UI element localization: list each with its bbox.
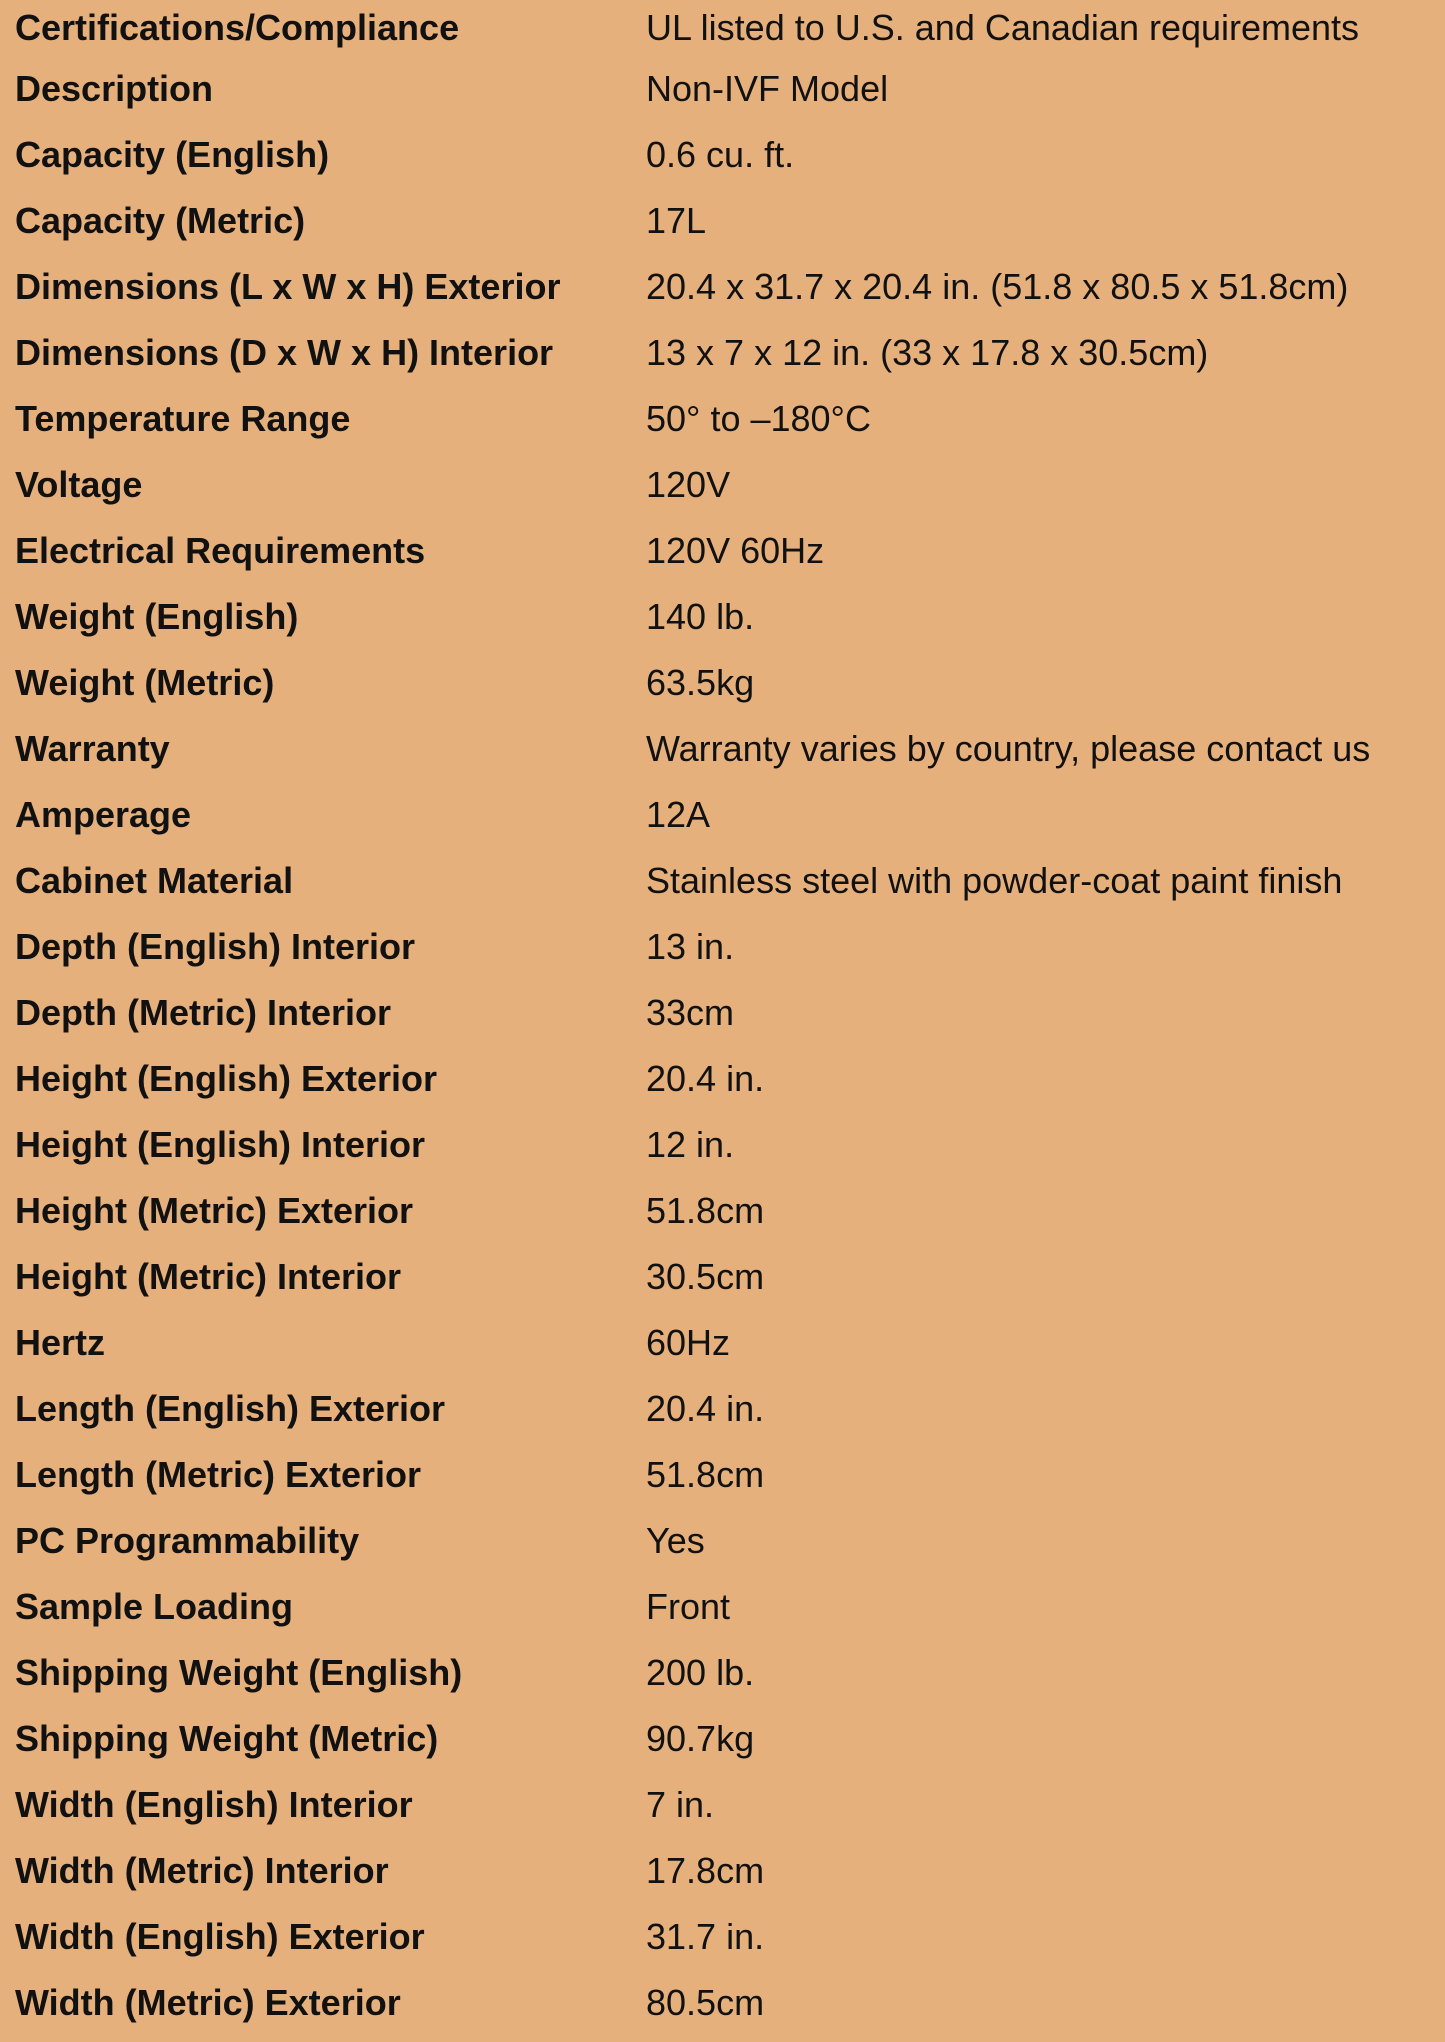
spec-value: 50° to –180°C bbox=[646, 398, 871, 439]
spec-label: Width (Metric) Exterior bbox=[15, 1982, 401, 2023]
spec-row bbox=[0, 1046, 1445, 1112]
spec-row bbox=[0, 1574, 1445, 1640]
spec-row bbox=[0, 122, 1445, 188]
spec-label: Weight (Metric) bbox=[15, 662, 275, 703]
spec-value: 17.8cm bbox=[646, 1850, 765, 1891]
spec-row bbox=[0, 848, 1445, 914]
spec-value: 63.5kg bbox=[646, 662, 755, 703]
spec-row bbox=[0, 716, 1445, 782]
spec-label: Depth (Metric) Interior bbox=[15, 992, 392, 1033]
spec-value: Stainless steel with powder-coat paint finish bbox=[646, 860, 1343, 901]
spec-row bbox=[0, 254, 1445, 320]
spec-value: 17L bbox=[646, 200, 707, 241]
spec-label: Width (Metric) Interior bbox=[15, 1850, 389, 1891]
spec-value: 120V 60Hz bbox=[646, 530, 825, 571]
spec-value: 51.8cm bbox=[646, 1454, 765, 1495]
spec-label: Length (Metric) Exterior bbox=[15, 1454, 422, 1495]
spec-row bbox=[0, 914, 1445, 980]
spec-label: Capacity (English) bbox=[15, 134, 330, 175]
spec-label: Height (English) Exterior bbox=[15, 1058, 438, 1099]
spec-value: 12A bbox=[646, 794, 711, 835]
spec-row bbox=[0, 782, 1445, 848]
spec-value: 7 in. bbox=[646, 1784, 715, 1825]
spec-row bbox=[0, 1838, 1445, 1904]
spec-row bbox=[0, 1508, 1445, 1574]
spec-label: Height (Metric) Interior bbox=[15, 1256, 402, 1297]
spec-value: 200 lb. bbox=[646, 1652, 755, 1693]
spec-label: Depth (English) Interior bbox=[15, 926, 415, 967]
spec-label: Certifications/Compliance bbox=[15, 7, 460, 48]
spec-row bbox=[0, 188, 1445, 254]
spec-label: Dimensions (L x W x H) Exterior bbox=[15, 266, 561, 307]
spec-value: 20.4 in. bbox=[646, 1058, 765, 1099]
spec-row bbox=[0, 1178, 1445, 1244]
spec-value: Non-IVF Model bbox=[646, 68, 889, 109]
spec-label: Warranty bbox=[15, 728, 170, 769]
spec-value: 31.7 in. bbox=[646, 1916, 765, 1957]
spec-row bbox=[0, 584, 1445, 650]
spec-value: 140 lb. bbox=[646, 596, 755, 637]
spec-value: 0.6 cu. ft. bbox=[646, 134, 795, 175]
spec-row bbox=[0, 1244, 1445, 1310]
spec-value: Warranty varies by country, please contact us bbox=[646, 728, 1371, 769]
spec-row bbox=[0, 452, 1445, 518]
spec-label: Description bbox=[15, 68, 214, 109]
spec-label: Cabinet Material bbox=[15, 860, 294, 901]
spec-row bbox=[0, 1706, 1445, 1772]
spec-value: 90.7kg bbox=[646, 1718, 755, 1759]
spec-row bbox=[0, 1970, 1445, 2036]
spec-row bbox=[0, 1310, 1445, 1376]
spec-value: 13 in. bbox=[646, 926, 735, 967]
spec-label: Length (English) Exterior bbox=[15, 1388, 446, 1429]
spec-label: Dimensions (D x W x H) Interior bbox=[15, 332, 554, 373]
spec-value: 80.5cm bbox=[646, 1982, 765, 2023]
spec-label: Amperage bbox=[15, 794, 192, 835]
spec-label: Width (English) Interior bbox=[15, 1784, 413, 1825]
spec-label: Weight (English) bbox=[15, 596, 299, 637]
spec-label: Hertz bbox=[15, 1322, 106, 1363]
spec-label: Shipping Weight (English) bbox=[15, 1652, 463, 1693]
spec-row bbox=[0, 650, 1445, 716]
spec-row bbox=[0, 56, 1445, 122]
spec-row bbox=[0, 386, 1445, 452]
spec-value: Front bbox=[646, 1586, 731, 1627]
spec-label: Shipping Weight (Metric) bbox=[15, 1718, 439, 1759]
spec-label: Height (English) Interior bbox=[15, 1124, 425, 1165]
spec-label: PC Programmability bbox=[15, 1520, 360, 1561]
spec-row bbox=[0, 980, 1445, 1046]
spec-label: Height (Metric) Exterior bbox=[15, 1190, 414, 1231]
spec-row bbox=[0, 1376, 1445, 1442]
spec-row bbox=[0, 1442, 1445, 1508]
spec-row bbox=[0, 0, 1445, 56]
spec-row bbox=[0, 1772, 1445, 1838]
spec-label: Sample Loading bbox=[15, 1586, 294, 1627]
spec-value: 51.8cm bbox=[646, 1190, 765, 1231]
spec-row bbox=[0, 1640, 1445, 1706]
spec-value: 20.4 in. bbox=[646, 1388, 765, 1429]
spec-value: 33cm bbox=[646, 992, 735, 1033]
spec-label: Electrical Requirements bbox=[15, 530, 426, 571]
spec-label: Voltage bbox=[15, 464, 143, 505]
spec-row bbox=[0, 320, 1445, 386]
spec-row bbox=[0, 518, 1445, 584]
spec-label: Temperature Range bbox=[15, 398, 351, 439]
spec-value: 12 in. bbox=[646, 1124, 735, 1165]
spec-row bbox=[0, 1112, 1445, 1178]
spec-value: 30.5cm bbox=[646, 1256, 765, 1297]
spec-label: Capacity (Metric) bbox=[15, 200, 306, 241]
spec-value: UL listed to U.S. and Canadian requirements bbox=[646, 7, 1360, 48]
spec-value: 60Hz bbox=[646, 1322, 731, 1363]
spec-value: Yes bbox=[646, 1520, 705, 1561]
spec-value: 20.4 x 31.7 x 20.4 in. (51.8 x 80.5 x 51.8cm) bbox=[646, 266, 1349, 307]
spec-value: 120V bbox=[646, 464, 731, 505]
spec-label: Width (English) Exterior bbox=[15, 1916, 425, 1957]
spec-value: 13 x 7 x 12 in. (33 x 17.8 x 30.5cm) bbox=[646, 332, 1209, 373]
spec-row bbox=[0, 1904, 1445, 1970]
